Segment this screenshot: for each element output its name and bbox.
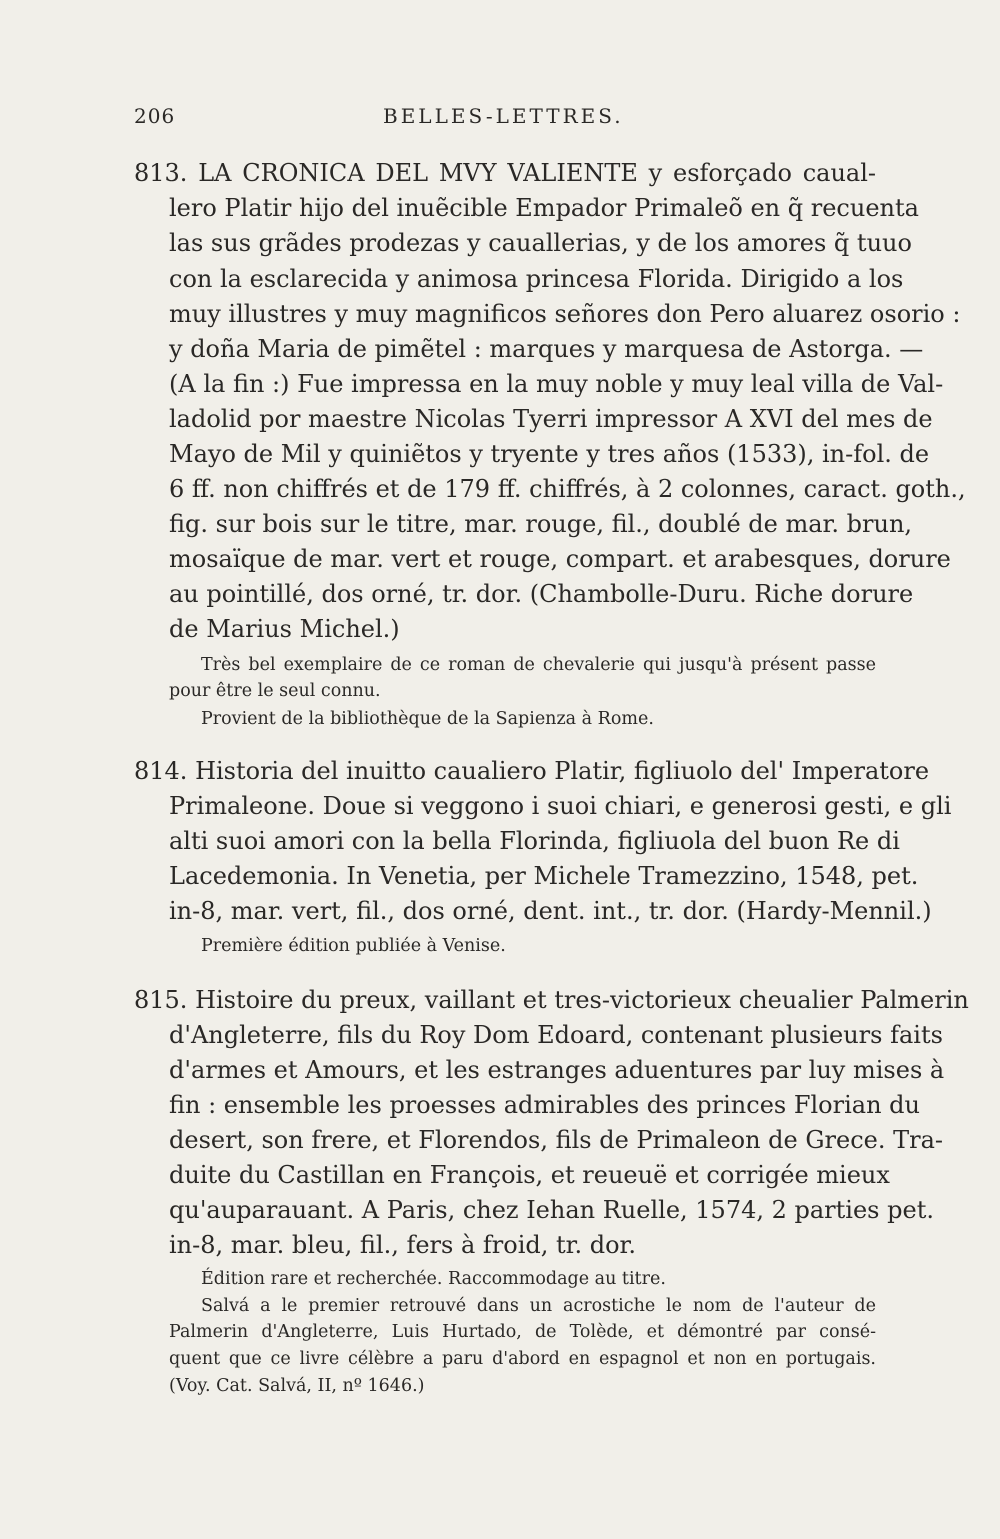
entry-line: desert, son frere, et Florendos, fils de Primaleon de Grece. Tra- xyxy=(169,1126,944,1154)
entry-line: (A la fin :) Fue impressa en la muy noble y muy leal villa de Val- xyxy=(169,370,944,398)
entry-line: Primaleone. Doue si veggono i suoi chiari, e generosi gesti, e gli xyxy=(169,792,952,820)
entry-line: fig. sur bois sur le titre, mar. rouge, fil., doublé de mar. brun, xyxy=(169,510,913,538)
entry-line: muy illustres y muy magnificos señores don Pero aluarez osorio : xyxy=(169,300,961,328)
entry-line: ladolid por maestre Nicolas Tyerri impressor A XVI del mes de xyxy=(169,405,933,433)
entry-note: Salvá a le premier retrouvé dans un acrostiche le nom de l'auteur de xyxy=(201,1296,876,1316)
entry-line: Mayo de Mil y quiniẽtos y tryente y tres años (1533), in-fol. de xyxy=(169,440,930,468)
entry-line: 6 ff. non chiffrés et de 179 ff. chiffrés, à 2 colonnes, caract. goth., xyxy=(169,475,966,503)
entry-line: 813. LA CRONICA DEL MVY VALIENTE y esforçado caual- xyxy=(134,159,876,187)
entry-line: au pointillé, dos orné, tr. dor. (Chambolle-Duru. Riche dorure xyxy=(169,580,914,608)
running-title: BELLES-LETTRES. xyxy=(383,104,624,128)
entry-line: fin : ensemble les proesses admirables des princes Florian du xyxy=(169,1091,920,1119)
entry-note: Édition rare et recherchée. Raccommodage au titre. xyxy=(201,1269,666,1289)
entry-note: (Voy. Cat. Salvá, II, nº 1646.) xyxy=(169,1376,425,1396)
entry-line: d'armes et Amours, et les estranges aduentures par luy mises à xyxy=(169,1056,945,1084)
entry-line: y doña Maria de pimẽtel : marques y marquesa de Astorga. — xyxy=(169,335,924,363)
entry-line: in-8, mar. vert, fil., dos orné, dent. int., tr. dor. (Hardy-Mennil.) xyxy=(169,897,932,925)
entry-line: in-8, mar. bleu, fil., fers à froid, tr. dor. xyxy=(169,1231,637,1259)
entry-line: lero Platir hijo del inuẽcible Empador Primaleõ en q̃ recuenta xyxy=(169,194,919,222)
entry-note: pour être le seul connu. xyxy=(169,681,381,701)
entry-line: 815. Histoire du preux, vaillant et tres-victorieux cheualier Palmerin xyxy=(134,986,969,1014)
entry-note: Très bel exemplaire de ce roman de chevalerie qui jusqu'à présent passe xyxy=(201,655,876,675)
entry-line: qu'auparauant. A Paris, chez Iehan Ruelle, 1574, 2 parties pet. xyxy=(169,1196,934,1224)
entry-note: Provient de la bibliothèque de la Sapienza à Rome. xyxy=(201,709,654,729)
entry-line: duite du Castillan en François, et reueuë et corrigée mieux xyxy=(169,1161,890,1189)
entry-line: 814. Historia del inuitto caualiero Platir, figliuolo del' Imperatore xyxy=(134,757,930,785)
entry-line: las sus grãdes prodezas y cauallerias, y de los amores q̃ tuuo xyxy=(169,229,912,257)
running-header xyxy=(0,104,1000,134)
entry-line: mosaïque de mar. vert et rouge, compart. et arabesques, dorure xyxy=(169,545,951,573)
entry-line: Lacedemonia. In Venetia, per Michele Tramezzino, 1548, pet. xyxy=(169,862,919,890)
entry-line: con la esclarecida y animosa princesa Florida. Dirigido a los xyxy=(169,265,904,293)
entry-line: d'Angleterre, fils du Roy Dom Edoard, contenant plusieurs faits xyxy=(169,1021,943,1049)
entry-note: quent que ce livre célèbre a paru d'abord en espagnol et non en portugais. xyxy=(169,1349,876,1369)
entry-line: de Marius Michel.) xyxy=(169,615,400,643)
entry-note: Palmerin d'Angleterre, Luis Hurtado, de Tolède, et démontré par consé- xyxy=(169,1322,876,1342)
page-number: 206 xyxy=(134,104,176,128)
entry-note: Première édition publiée à Venise. xyxy=(201,936,506,956)
entry-line: alti suoi amori con la bella Florinda, figliuola del buon Re di xyxy=(169,827,900,855)
